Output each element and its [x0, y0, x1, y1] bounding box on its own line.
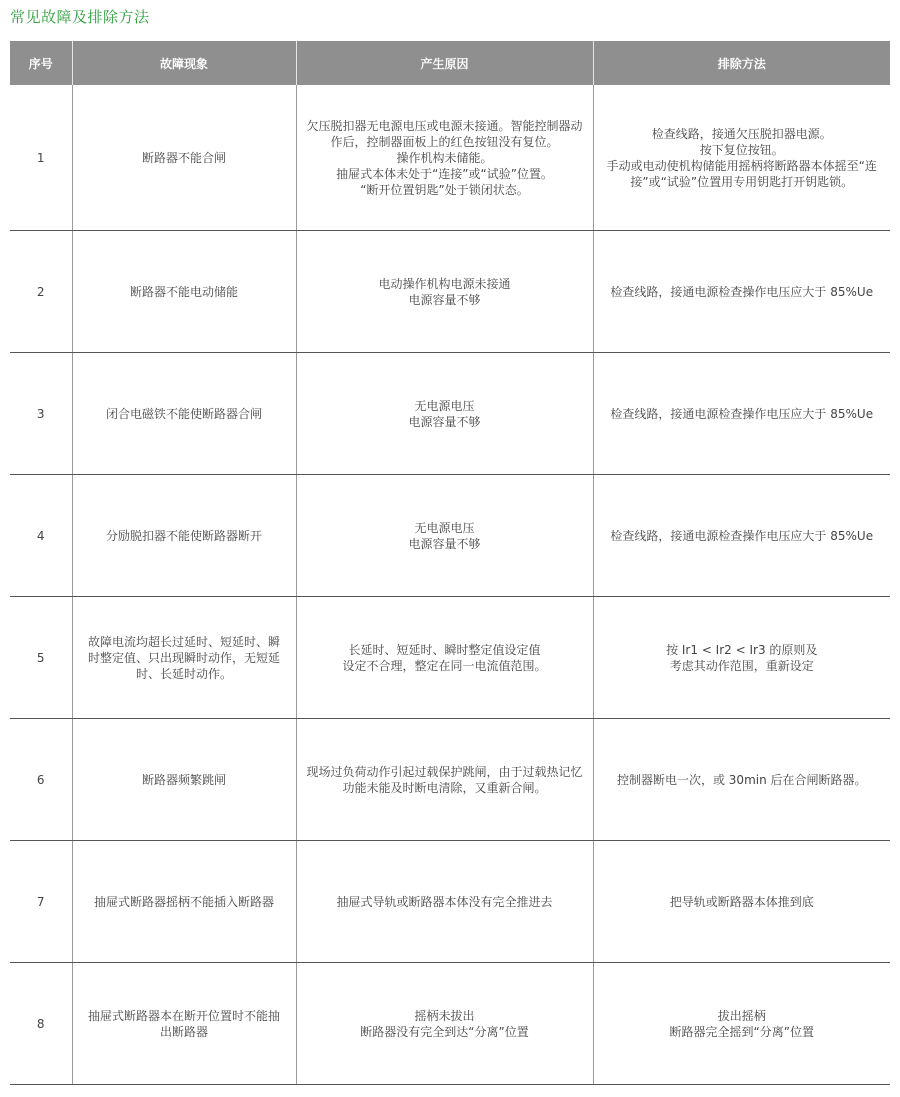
page-title: 常见故障及排除方法 — [10, 8, 150, 26]
cell-cause: 无电源电压 电源容量不够 — [296, 353, 593, 475]
cell-no: 4 — [10, 475, 72, 597]
header-remedy: 排除方法 — [593, 41, 890, 85]
cell-remedy: 按 Ir1 < Ir2 < Ir3 的原则及 考虑其动作范围，重新设定 — [593, 597, 890, 719]
cell-cause: 长延时、短延时、瞬时整定值设定值 设定不合理，整定在同一电流值范围。 — [296, 597, 593, 719]
cell-cause: 现场过负荷动作引起过载保护跳闸，由于过载热记忆功能未能及时断电清除，又重新合闸。 — [296, 719, 593, 841]
cell-cause: 摇柄未拔出 断路器没有完全到达“分离”位置 — [296, 963, 593, 1085]
cell-symptom: 故障电流均超长过延时、短延时、瞬时整定值、只出现瞬时动作，无短延时、长延时动作。 — [72, 597, 296, 719]
cell-remedy: 检查线路，接通欠压脱扣器电源。 按下复位按钮。 手动或电动使机构储能用摇柄将断路器本体摇至“连接”或“试验”位置用专用钥匙打开钥匙锁。 — [593, 85, 890, 231]
fault-table — [10, 41, 890, 1085]
cell-no: 3 — [10, 353, 72, 475]
table-row — [10, 475, 890, 597]
table-row — [10, 841, 890, 963]
cell-cause: 电动操作机构电源未接通 电源容量不够 — [296, 231, 593, 353]
table-header-row — [10, 41, 890, 85]
cell-symptom: 分励脱扣器不能使断路器断开 — [72, 475, 296, 597]
cell-no: 6 — [10, 719, 72, 841]
table-row — [10, 597, 890, 719]
table-row — [10, 353, 890, 475]
table-row — [10, 719, 890, 841]
cell-cause: 无电源电压 电源容量不够 — [296, 475, 593, 597]
cell-symptom: 断路器不能合闸 — [72, 85, 296, 231]
cell-symptom: 抽屉式断路器本在断开位置时不能抽出断路器 — [72, 963, 296, 1085]
table-row — [10, 85, 890, 231]
cell-no: 5 — [10, 597, 72, 719]
cell-remedy: 把导轨或断路器本体推到底 — [593, 841, 890, 963]
header-no: 序号 — [10, 41, 72, 85]
table-row — [10, 231, 890, 353]
cell-symptom: 抽屉式断路器摇柄不能插入断路器 — [72, 841, 296, 963]
cell-remedy: 检查线路，接通电源检查操作电压应大于 85%Ue — [593, 353, 890, 475]
cell-remedy: 拔出摇柄 断路器完全摇到“分离”位置 — [593, 963, 890, 1085]
cell-no: 8 — [10, 963, 72, 1085]
cell-remedy: 控制器断电一次，或 30min 后在合闸断路器。 — [593, 719, 890, 841]
cell-no: 7 — [10, 841, 72, 963]
cell-remedy: 检查线路，接通电源检查操作电压应大于 85%Ue — [593, 231, 890, 353]
cell-symptom: 断路器不能电动储能 — [72, 231, 296, 353]
cell-no: 2 — [10, 231, 72, 353]
cell-symptom: 闭合电磁铁不能使断路器合闸 — [72, 353, 296, 475]
cell-remedy: 检查线路，接通电源检查操作电压应大于 85%Ue — [593, 475, 890, 597]
table-row — [10, 963, 890, 1085]
cell-symptom: 断路器频繁跳闸 — [72, 719, 296, 841]
header-cause: 产生原因 — [296, 41, 593, 85]
cell-no: 1 — [10, 85, 72, 231]
cell-cause: 欠压脱扣器无电源电压或电源未接通。智能控制器动作后，控制器面板上的红色按钮没有复位。 操作机构未储能。 抽屉式本体未处于“连接”或“试验”位置。 “断开位置钥匙”处于锁闭状态。 — [296, 85, 593, 231]
header-symptom: 故障现象 — [72, 41, 296, 85]
cell-cause: 抽屉式导轨或断路器本体没有完全推进去 — [296, 841, 593, 963]
